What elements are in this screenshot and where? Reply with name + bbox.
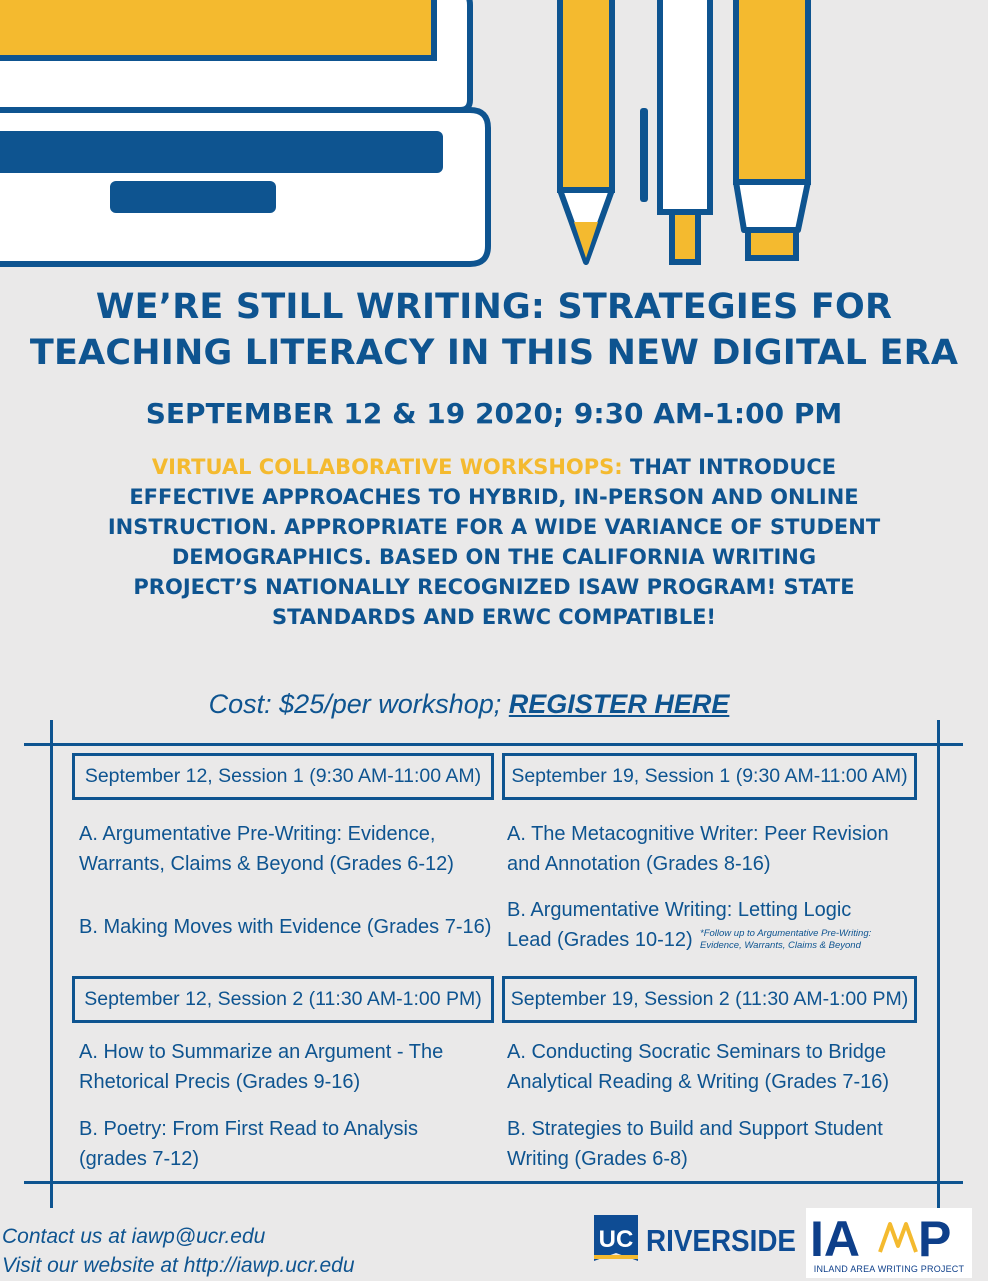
- laptop-icon: [0, 0, 488, 264]
- workshop-item-line: B. Strategies to Build and Support Student: [507, 1118, 883, 1140]
- title-line-1: WE’RE STILL WRITING: STRATEGIES FOR: [95, 287, 893, 327]
- iawp-logo: [806, 1208, 972, 1278]
- iawp-letter-p: P: [918, 1211, 952, 1264]
- workshop-item: [507, 1114, 883, 1174]
- pencil-icon: [560, 0, 612, 262]
- session-header-sep12-s2: [72, 976, 494, 1023]
- session-header-text: September 19, Session 2 (11:30 AM-1:00 PM): [510, 988, 909, 1010]
- description-line-1: THAT INTRODUCE: [622, 455, 837, 479]
- workshop-item-line: A. Argumentative Pre-Writing: Evidence,: [79, 823, 436, 845]
- workshop-item-line: A. The Metacognitive Writer: Peer Revision: [507, 823, 889, 845]
- workshop-item-line: B. Making Moves with Evidence (Grades 7-16): [79, 916, 492, 938]
- contact-email: Contact us at iawp@ucr.edu: [2, 1225, 266, 1248]
- description-line-3: INSTRUCTION. APPROPRIATE FOR A WIDE VARIANCE OF STUDENT: [107, 515, 881, 539]
- workshop-footnote: [700, 928, 871, 952]
- contact-website: Visit our website at http://iawp.ucr.edu: [2, 1254, 355, 1277]
- session-header-sep12-s1: [72, 753, 494, 800]
- frame-left-line: [50, 720, 53, 1208]
- workshop-item: [507, 1037, 889, 1097]
- page-title: [0, 284, 988, 376]
- workshop-item-line: A. Conducting Socratic Seminars to Bridge: [507, 1041, 887, 1063]
- workshop-item: [507, 819, 889, 879]
- session-header-sep19-s2: [502, 976, 917, 1023]
- ucr-mark: UC: [598, 1226, 634, 1253]
- workshop-item-line: Analytical Reading & Writing (Grades 7-16): [507, 1071, 890, 1093]
- iawp-wordmark: [806, 1208, 972, 1264]
- workshop-item-line: B. Poetry: From First Read to Analysis: [79, 1118, 418, 1140]
- workshop-item: [79, 1037, 443, 1097]
- event-dates: SEPTEMBER 12 & 19 2020; 9:30 AM-1:00 PM: [145, 397, 843, 430]
- workshop-item-line: and Annotation (Grades 8-16): [507, 853, 771, 875]
- workshop-item-line: Lead (Grades 10-12): [507, 929, 693, 951]
- cost-line: [0, 686, 938, 722]
- footnote-line: Evidence, Warrants, Claims & Beyond: [700, 940, 861, 951]
- session-header-text: September 12, Session 1 (9:30 AM-11:00 AM): [84, 765, 482, 787]
- description-line-6: STANDARDS AND ERWC COMPATIBLE!: [271, 605, 717, 629]
- frame-right-line: [937, 720, 940, 1208]
- iawp-letters-ia: IA: [810, 1211, 860, 1264]
- workshop-item-line: B. Argumentative Writing: Letting Logic: [507, 899, 852, 921]
- footnote-line: *Follow up to Argumentative Pre-Writing:: [700, 928, 872, 939]
- event-description: [80, 452, 908, 632]
- description-highlight: VIRTUAL COLLABORATIVE WORKSHOPS:: [151, 455, 623, 479]
- session-header-text: September 12, Session 2 (11:30 AM-1:00 PM): [84, 988, 482, 1010]
- iawp-w-mark: [880, 1224, 916, 1252]
- workshop-item-line: Writing (Grades 6-8): [507, 1148, 688, 1170]
- frame-bottom-line: [24, 1181, 963, 1184]
- description-line-5: PROJECT’S NATIONALLY RECOGNIZED ISAW PROGRAM! STATE: [133, 575, 855, 599]
- description-line-2: EFFECTIVE APPROACHES TO HYBRID, IN-PERSON AND ONLINE: [129, 485, 859, 509]
- cost-text: Cost: $25/per workshop;: [208, 689, 509, 719]
- workshop-item: [79, 912, 491, 942]
- workshop-item-line: (grades 7-12): [79, 1148, 200, 1170]
- iawp-subtitle: INLAND AREA WRITING PROJECT: [813, 1264, 965, 1274]
- ucr-wordmark: RIVERSIDE: [646, 1223, 796, 1258]
- workshop-item-line: Warrants, Claims & Beyond (Grades 6-12): [79, 853, 454, 875]
- highlighter-icon: [736, 0, 808, 258]
- register-link[interactable]: REGISTER HERE: [508, 689, 730, 719]
- workshop-item: [79, 819, 454, 879]
- workshop-item-line: Rhetorical Precis (Grades 9-16): [79, 1071, 361, 1093]
- session-header-text: September 19, Session 1 (9:30 AM-11:00 AM): [511, 765, 908, 787]
- workshop-item-line: A. How to Summarize an Argument - The: [79, 1041, 444, 1063]
- writing-tools-illustration: [0, 0, 988, 280]
- uc-riverside-logo: [594, 1213, 800, 1263]
- workshop-item: [79, 1114, 418, 1174]
- session-header-sep19-s1: [502, 753, 917, 800]
- title-line-2: TEACHING LITERACY IN THIS NEW DIGITAL ERA: [29, 333, 959, 373]
- frame-top-line: [24, 743, 963, 746]
- description-line-4: DEMOGRAPHICS. BASED ON THE CALIFORNIA WRITING: [171, 545, 817, 569]
- pen-icon: [640, 0, 710, 262]
